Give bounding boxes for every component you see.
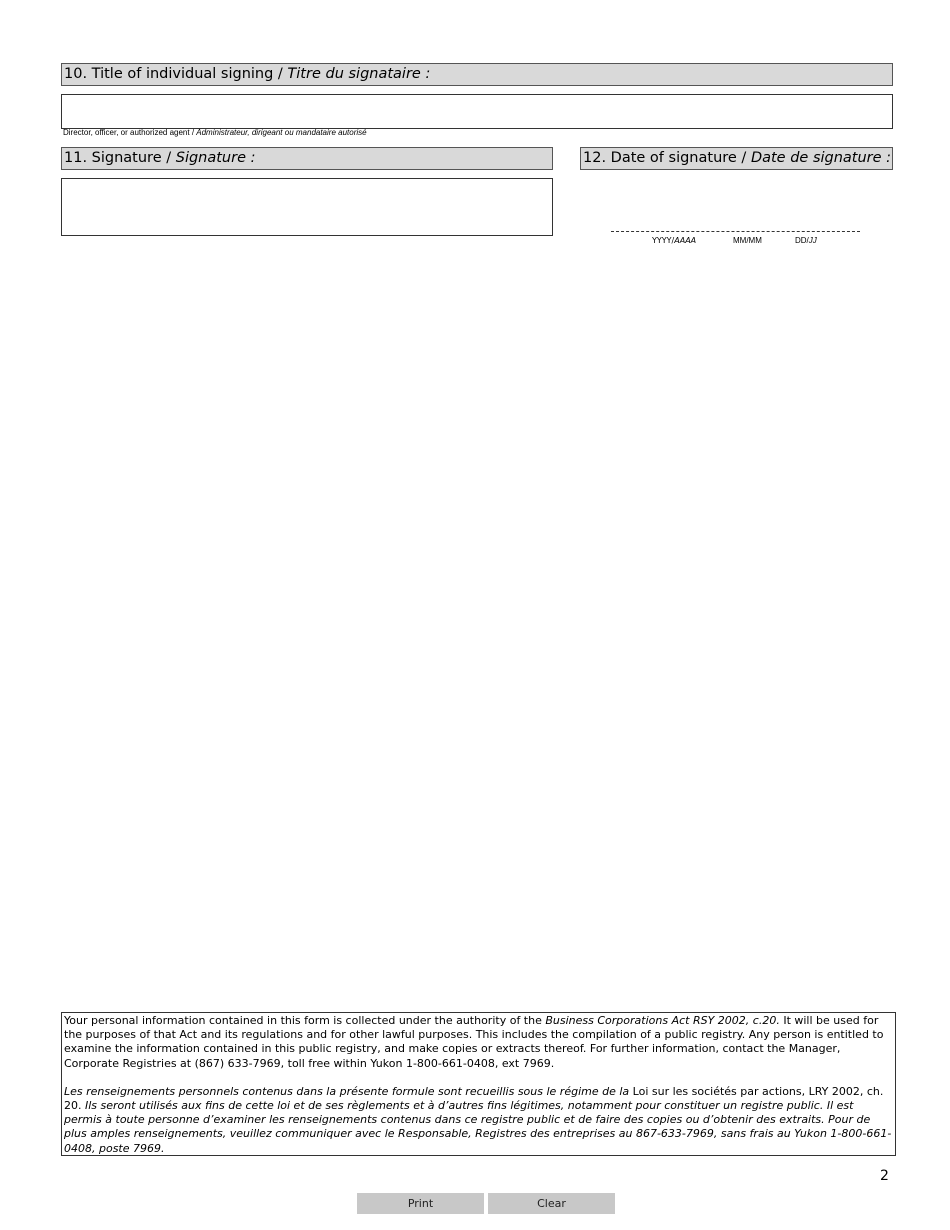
date-year-label-en: YYYY/ [652,236,675,245]
section-12-title-fr: Date de signature : [750,150,892,166]
date-month-label [733,236,762,245]
section-10-title-fr: Titre du signataire : [287,66,431,82]
privacy-fr-part1: Les renseignements personnels contenus dans la présente formule sont recueillis sous le régime de la [64,1084,633,1098]
privacy-notice [61,1012,896,1156]
section-10-hint-fr: Administrateur, dirigeant ou mandataire autorisé [196,128,367,137]
date-day-label-fr: JJ [808,236,817,245]
privacy-notice-en [64,1014,893,1071]
print-button[interactable]: Print [357,1193,484,1214]
date-day-label-en: DD/ [795,236,809,245]
date-of-signature-field[interactable] [611,231,860,232]
section-10-hint [63,128,367,137]
clear-button[interactable]: Clear [488,1193,615,1214]
date-day-label [795,236,817,245]
section-11-title-en: 11. Signature / [64,150,176,166]
privacy-fr-part2: Ils seront utilisés aux fins de cette loi et de ses règlements et à d’autres fins légitimes, notamment pour constituer un registre public. Il est permis à toute personne d’examiner les renseignements contenus dans ce registre public et de faire des copies ou d’obtenir des extraits. Pour de plus amples renseignements, veuillez communiquer avec le Responsable, Registres des entreprises au 867-633-7969, sans frais au Yukon 1-800-661-0408, poste 7969. [64,1099,892,1155]
section-10-hint-en: Director, officer, or authorized agent / [63,128,197,137]
section-11-header [61,147,553,170]
privacy-notice-fr [64,1085,893,1156]
section-12-header [580,147,893,170]
privacy-en-part1: Your personal information contained in this form is collected under the authority of the [64,1014,546,1027]
date-month-label-text: MM/MM [733,236,762,245]
section-11-title-fr: Signature : [175,150,256,166]
section-10-header [61,63,893,86]
date-year-label [652,236,696,245]
privacy-fr-act: Loi sur les sociétés par actions, LRY 2002, ch. 20. [64,1084,884,1113]
privacy-en-part2: It will be used for the purposes of that Act and its regulations and for other lawful purposes. This includes the compilation of a public registry. Any person is entitled to examine the information contained in this public registry, and make copies or extracts thereof. For further information, contact the Manager, Corporate Registries at (867) 633-7969, toll free within Yukon 1-800-661-0408, ext 7969. [64,1014,884,1070]
date-year-label-fr: AAAA [674,236,697,245]
privacy-en-act: Business Corporations Act RSY 2002, c.20. [545,1014,780,1027]
section-12-title-en: 12. Date of signature / [583,150,751,166]
page-number: 2 [880,1168,889,1184]
signature-field[interactable] [61,178,553,236]
section-10-title-en: 10. Title of individual signing / [64,66,288,82]
title-of-individual-field[interactable] [61,94,893,129]
